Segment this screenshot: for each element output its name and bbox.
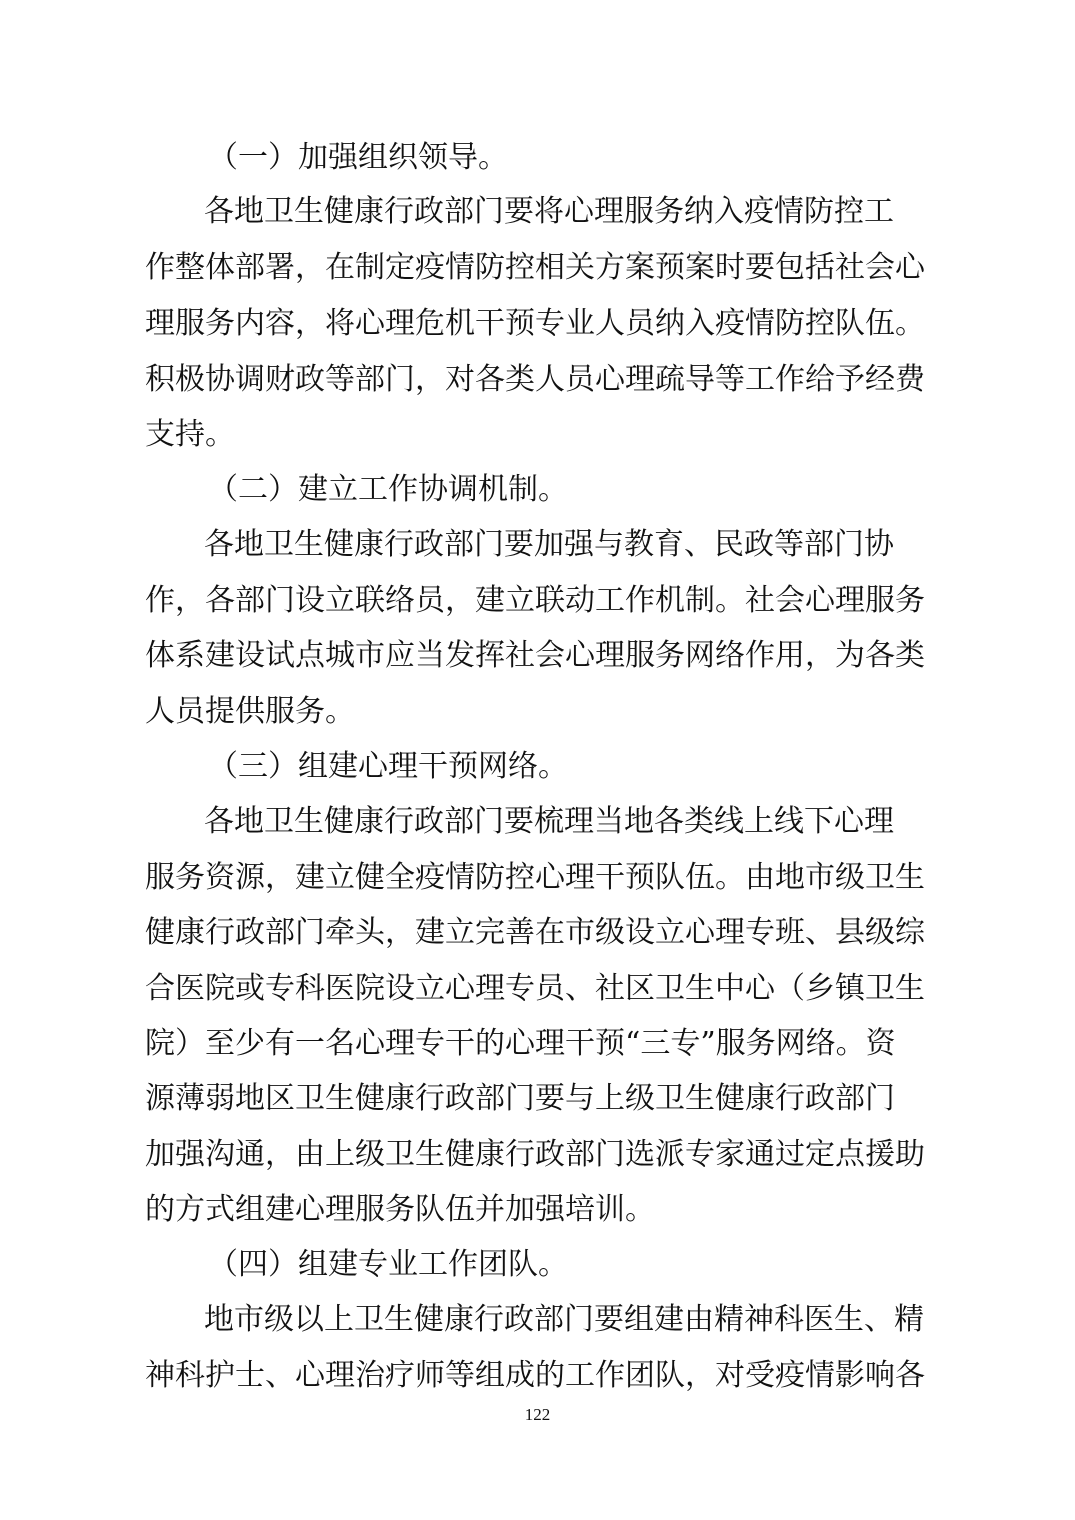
paragraph-line: 合医院或专科医院设立心理专员、社区卫生中心（乡镇卫生 bbox=[145, 971, 925, 1006]
section-heading-4: （四）组建专业工作团队。 bbox=[208, 1247, 568, 1282]
paragraph-line: 各地卫生健康行政部门要梳理当地各类线上线下心理 bbox=[204, 804, 894, 839]
page-number: 122 bbox=[524, 1405, 551, 1424]
paragraph-line: 各地卫生健康行政部门要将心理服务纳入疫情防控工 bbox=[204, 194, 894, 229]
paragraph-line: 源薄弱地区卫生健康行政部门要与上级卫生健康行政部门 bbox=[145, 1081, 895, 1116]
paragraph-line: 作，各部门设立联络员，建立联动工作机制。社会心理服务 bbox=[145, 583, 925, 618]
paragraph-line: 体系建设试点城市应当发挥社会心理服务网络作用，为各类 bbox=[145, 638, 925, 673]
paragraph-line: 作整体部署，在制定疫情防控相关方案预案时要包括社会心 bbox=[145, 250, 925, 285]
paragraph-line: 地市级以上卫生健康行政部门要组建由精神科医生、精 bbox=[204, 1302, 924, 1337]
paragraph-line: 加强沟通，由上级卫生健康行政部门选派专家通过定点援助 bbox=[145, 1137, 925, 1172]
paragraph-line: 的方式组建心理服务队伍并加强培训。 bbox=[145, 1192, 655, 1227]
section-heading-3: （三）组建心理干预网络。 bbox=[208, 749, 568, 784]
paragraph-line: 支持。 bbox=[145, 417, 235, 452]
paragraph-line: 人员提供服务。 bbox=[145, 694, 355, 729]
paragraph-line: 健康行政部门牵头，建立完善在市级设立心理专班、县级综 bbox=[145, 915, 925, 950]
paragraph-line: 服务资源，建立健全疫情防控心理干预队伍。由地市级卫生 bbox=[145, 860, 925, 895]
paragraph-line: 理服务内容，将心理危机干预专业人员纳入疫情防控队伍。 bbox=[145, 306, 925, 341]
paragraph-line: 院）至少有一名心理专干的心理干预“三专”服务网络。资 bbox=[145, 1026, 896, 1061]
paragraph-line: 神科护士、心理治疗师等组成的工作团队，对受疫情影响各 bbox=[145, 1358, 925, 1393]
paragraph-line: 积极协调财政等部门，对各类人员心理疏导等工作给予经费 bbox=[145, 362, 925, 397]
section-heading-1: （一）加强组织领导。 bbox=[208, 140, 508, 175]
paragraph-line: 各地卫生健康行政部门要加强与教育、民政等部门协 bbox=[204, 527, 894, 562]
section-heading-2: （二）建立工作协调机制。 bbox=[208, 472, 568, 507]
